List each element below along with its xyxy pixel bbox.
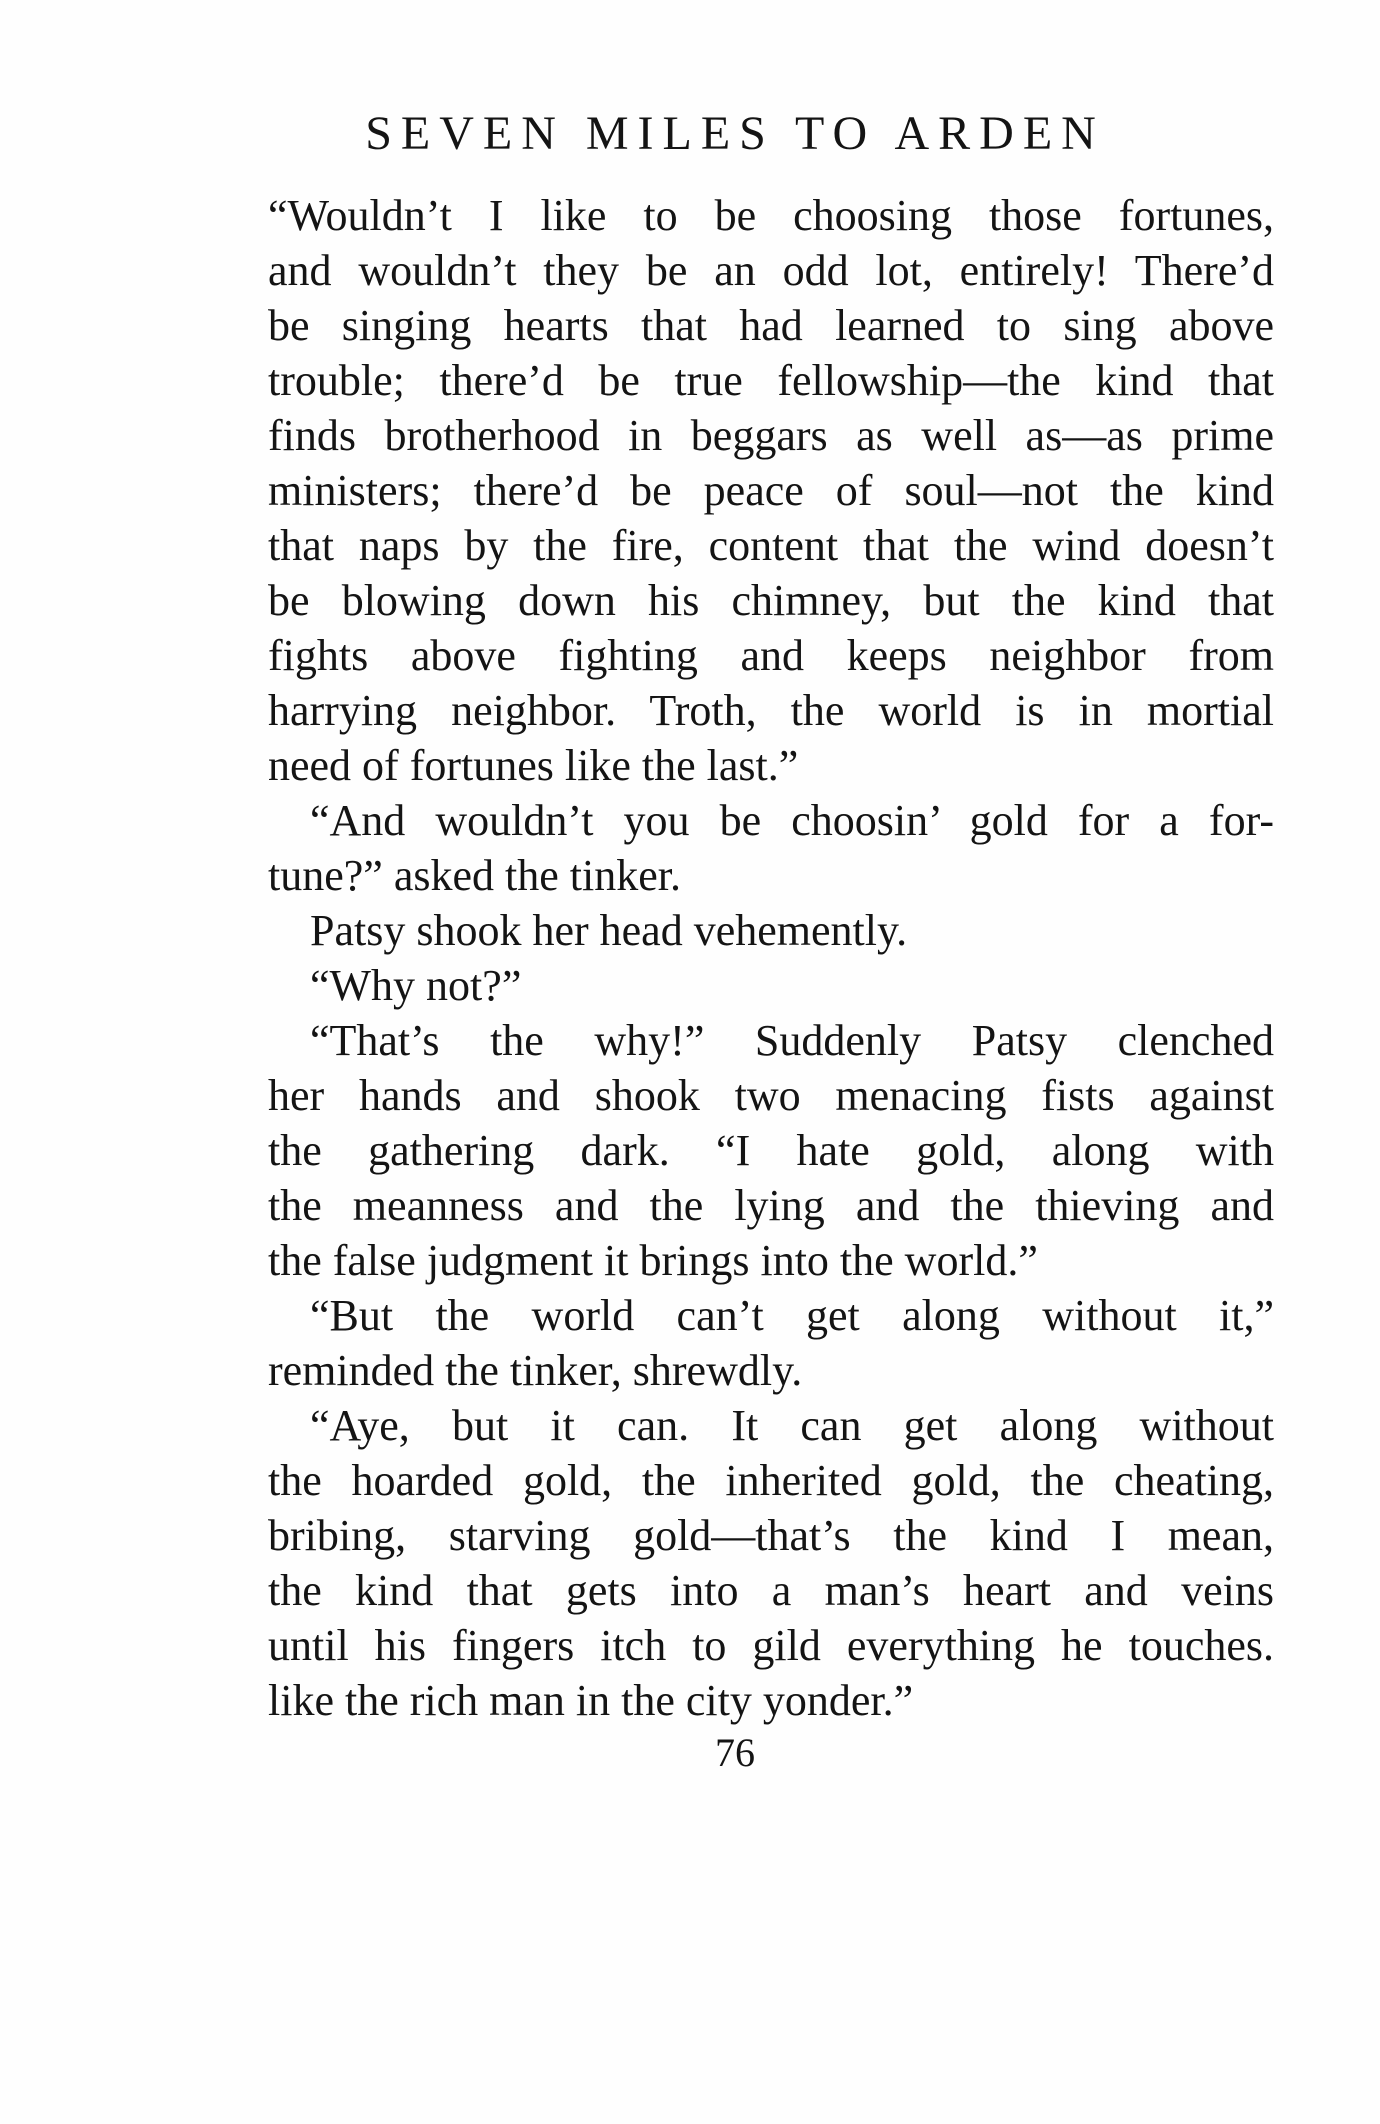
text-line: her hands and shook two menacing fists against [268,1071,1274,1120]
body-text [268,188,1274,1728]
text-line: and wouldn’t they be an odd lot, entirely! There’d [268,246,1274,295]
text-line: “And wouldn’t you be choosin’ gold for a for- [310,796,1274,845]
text-line: ministers; there’d be peace of soul—not the kind [268,466,1274,515]
text-line: tune?” asked the tinker. [268,851,681,900]
text-line: fights above fighting and keeps neighbor from [268,631,1274,680]
text-line: like the rich man in the city yonder.” [268,1676,914,1725]
text-line: the hoarded gold, the inherited gold, the cheating, [268,1456,1274,1505]
text-line: need of fortunes like the last.” [268,741,799,790]
text-line: be blowing down his chimney, but the kind that [268,576,1274,625]
running-head: SEVEN MILES TO ARDEN [365,107,1105,160]
text-line: Patsy shook her head vehemently. [310,906,908,955]
text-line: “Why not?” [310,961,522,1010]
text-line: the gathering dark. “I hate gold, along with [268,1126,1274,1175]
text-line: “But the world can’t get along without it,” [310,1291,1274,1340]
text-line: “Aye, but it can. It can get along without [310,1401,1274,1450]
text-line: the kind that gets into a man’s heart and veins [268,1566,1274,1615]
text-line: “Wouldn’t I like to be choosing those fortunes, [268,191,1274,240]
text-line: the meanness and the lying and the thieving and [268,1181,1274,1230]
text-line: until his fingers itch to gild everything he touches. [268,1621,1274,1670]
text-line: bribing, starving gold—that’s the kind I mean, [268,1511,1274,1560]
text-line: “That’s the why!” Suddenly Patsy clenched [310,1016,1274,1065]
page-number: 76 [715,1730,755,1775]
text-line: finds brotherhood in beggars as well as—as prime [268,411,1274,460]
text-line: be singing hearts that had learned to sing above [268,301,1274,350]
text-line: reminded the tinker, shrewdly. [268,1346,803,1395]
text-line: trouble; there’d be true fellowship—the kind that [268,356,1274,405]
text-line: that naps by the fire, content that the wind doesn’t [268,521,1274,570]
text-line: harrying neighbor. Troth, the world is in mortial [268,686,1274,735]
text-line: the false judgment it brings into the world.” [268,1236,1038,1285]
